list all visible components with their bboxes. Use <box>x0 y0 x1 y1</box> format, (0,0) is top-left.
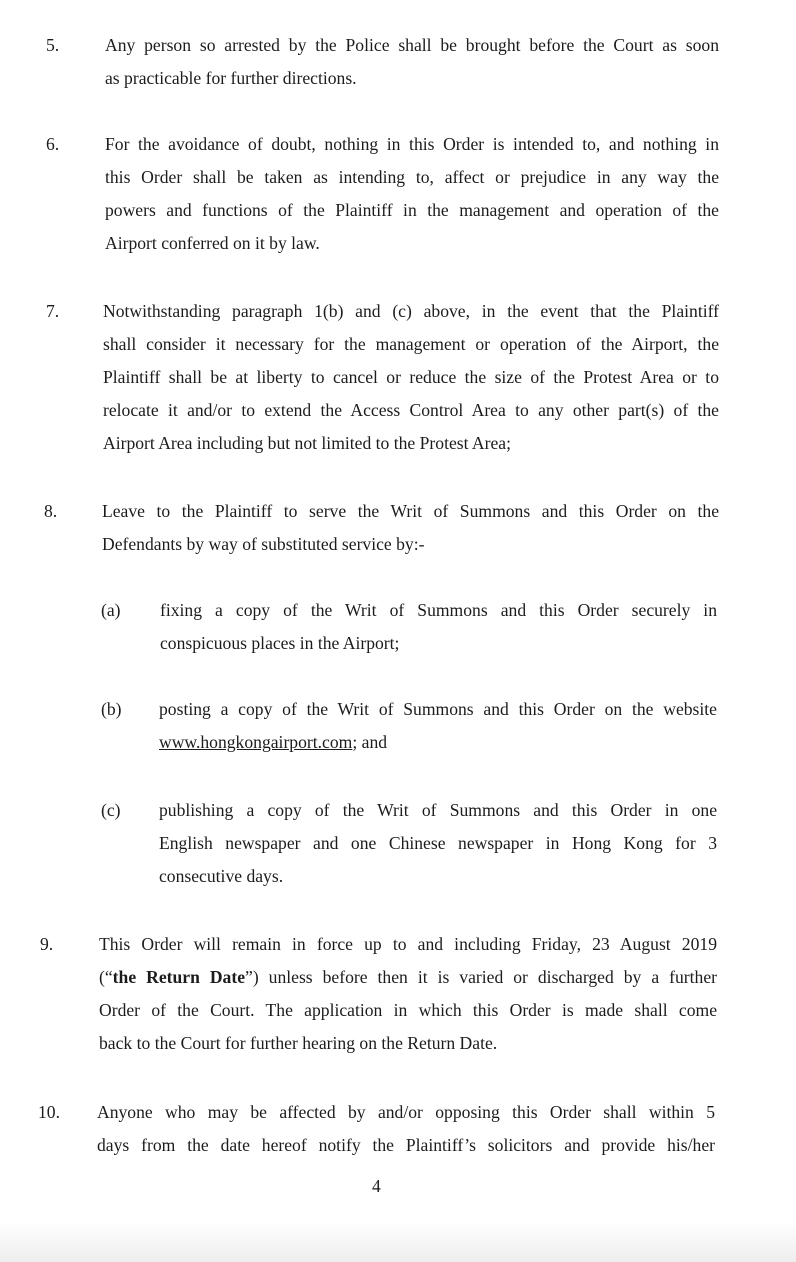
paragraph-line: this Order shall be taken as intending to, affect or prejudice in any way the <box>105 167 719 187</box>
paragraph-line: powers and functions of the Plaintiff in the management and operation of the <box>105 200 719 220</box>
paragraph-line: relocate it and/or to extend the Access Control Area to any other part(s) of the <box>103 400 719 420</box>
paragraph-6-number: 6. <box>46 134 60 154</box>
paragraph-10 <box>97 1096 715 1162</box>
paragraph-line: Plaintiff shall be at liberty to cancel or reduce the size of the Protest Area or to <box>103 367 719 387</box>
paragraph-line: Any person so arrested by the Police shall be brought before the Court as soon <box>105 35 719 55</box>
paragraph-9 <box>99 928 717 1060</box>
paragraph-7 <box>103 295 719 460</box>
page-number: 4 <box>372 1176 381 1196</box>
paragraph-line: English newspaper and one Chinese newspaper in Hong Kong for 3 <box>159 833 717 853</box>
subitem-a <box>160 594 717 660</box>
paragraph-line: Airport Area including but not limited to the Protest Area; <box>103 433 512 453</box>
paragraph-line: Airport conferred on it by law. <box>105 233 320 253</box>
paragraph-line: as practicable for further directions. <box>105 68 357 88</box>
subitem-a-label: (a) <box>101 600 121 620</box>
paragraph-line: shall consider it necessary for the management or operation of the Airport, the <box>103 334 719 354</box>
paragraph-8-number: 8. <box>44 501 58 521</box>
paragraph-9-number: 9. <box>40 934 54 954</box>
link-trailing-text: ; and <box>352 732 388 752</box>
subitem-b-label: (b) <box>101 699 122 719</box>
paragraph-line: (“the Return Date”) unless before then it is varied or discharged by a further <box>99 967 717 987</box>
paragraph-line: posting a copy of the Writ of Summons and this Order on the website <box>159 699 717 719</box>
defined-term-return-date: the Return Date <box>112 967 246 987</box>
paragraph-8 <box>102 495 719 561</box>
paragraph-line: consecutive days. <box>159 866 284 886</box>
paragraph-line: Leave to the Plaintiff to serve the Writ of Summons and this Order on the <box>102 501 719 521</box>
paragraph-line: back to the Court for further hearing on the Return Date. <box>99 1033 498 1053</box>
paragraph-7-number: 7. <box>46 301 60 321</box>
paragraph-10-number: 10. <box>38 1102 60 1122</box>
subitem-c-label: (c) <box>101 800 121 820</box>
page-bottom-shadow <box>0 1222 796 1262</box>
paragraph-5 <box>105 29 719 95</box>
paragraph-line: Order of the Court. The application in which this Order is made shall come <box>99 1000 717 1020</box>
paragraph-line: days from the date hereof notify the Plaintiff’s solicitors and provide his/her <box>97 1135 715 1155</box>
paragraph-6 <box>105 128 719 260</box>
paragraph-line: Anyone who may be affected by and/or opposing this Order shall within 5 <box>97 1102 715 1122</box>
paragraph-line: Defendants by way of substituted service by:- <box>102 534 425 554</box>
subitem-b <box>159 693 717 759</box>
paragraph-line: This Order will remain in force up to and including Friday, 23 August 2019 <box>99 934 717 954</box>
paragraph-line: conspicuous places in the Airport; <box>160 633 400 653</box>
website-link[interactable]: www.hongkongairport.com <box>159 732 353 752</box>
paragraph-line: Notwithstanding paragraph 1(b) and (c) above, in the event that the Plaintiff <box>103 301 719 321</box>
paragraph-line: publishing a copy of the Writ of Summons and this Order in one <box>159 800 717 820</box>
paragraph-5-number: 5. <box>46 35 60 55</box>
paragraph-line: For the avoidance of doubt, nothing in this Order is intended to, and nothing in <box>105 134 719 154</box>
subitem-c <box>159 794 717 893</box>
paragraph-line: fixing a copy of the Writ of Summons and this Order securely in <box>160 600 717 620</box>
